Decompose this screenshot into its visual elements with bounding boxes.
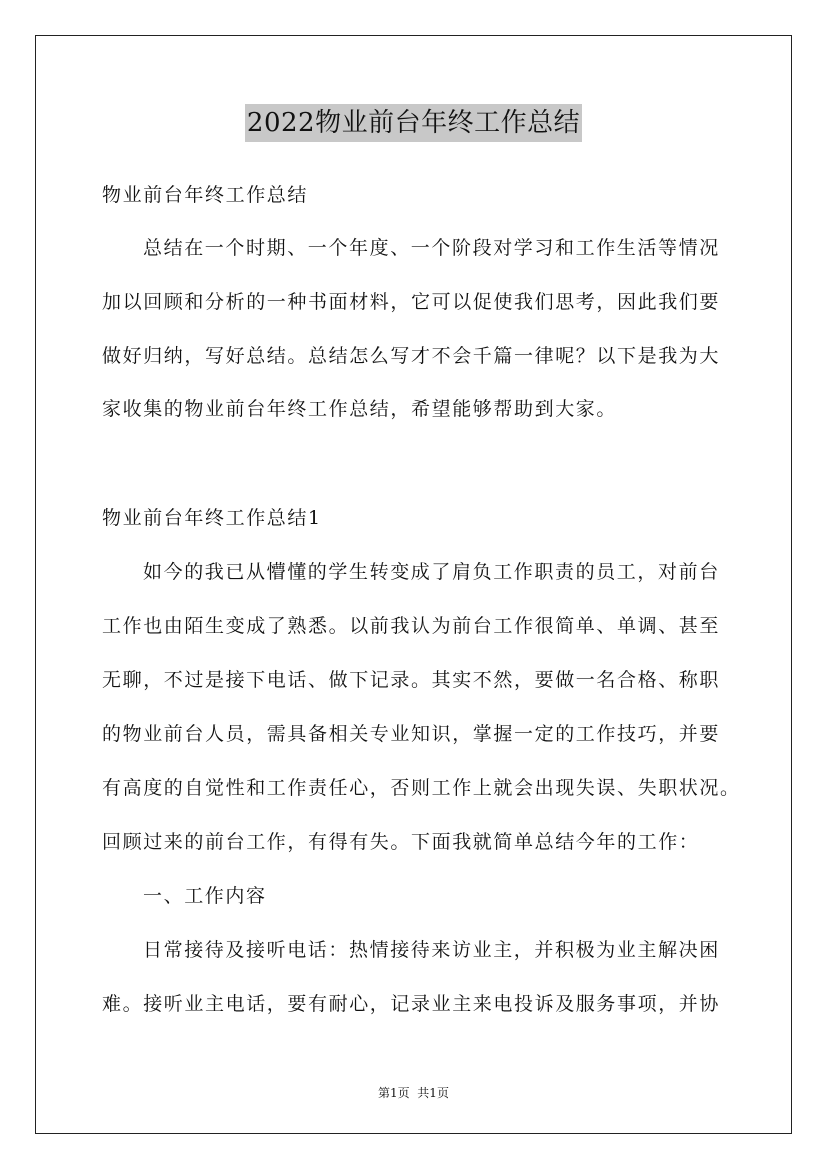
section-heading: 物业前台年终工作总结1 (102, 507, 322, 529)
page-footer: 第1页 共1页 (378, 1086, 449, 1100)
paragraph-line: 有高度的自觉性和工作责任心，否则工作上就会出现失误、失职状况。 (102, 777, 741, 799)
paragraph-line: 工作也由陌生变成了熟悉。以前我认为前台工作很简单、单调、甚至 (102, 615, 721, 637)
subsection-heading: 一、工作内容 (143, 885, 267, 907)
paragraph-line: 无聊，不过是接下电话、做下记录。其实不然，要做一名合格、称职 (102, 669, 721, 691)
paragraph-line: 日常接待及接听电话：热情接待来访业主，并积极为业主解决困 (143, 939, 720, 961)
paragraph-line: 难。接听业主电话，要有耐心，记录业主来电投诉及服务事项，并协 (102, 993, 721, 1015)
paragraph-line: 回顾过来的前台工作，有得有失。下面我就简单总结今年的工作： (102, 831, 700, 853)
paragraph-line: 加以回顾和分析的一种书面材料，它可以促使我们思考，因此我们要 (102, 291, 721, 313)
section-heading: 物业前台年终工作总结 (102, 184, 309, 206)
document-title: 2022物业前台年终工作总结 (245, 104, 582, 142)
paragraph-line: 的物业前台人员，需具备相关专业知识，掌握一定的工作技巧，并要 (102, 723, 721, 745)
paragraph-line: 如今的我已从懵懂的学生转变成了肩负工作职责的员工，对前台 (143, 561, 720, 583)
paragraph-line: 做好归纳，写好总结。总结怎么写才不会千篇一律呢？以下是我为大 (102, 345, 721, 367)
paragraph-line: 家收集的物业前台年终工作总结，希望能够帮助到大家。 (102, 398, 618, 420)
paragraph-line: 总结在一个时期、一个年度、一个阶段对学习和工作生活等情况 (143, 237, 720, 259)
